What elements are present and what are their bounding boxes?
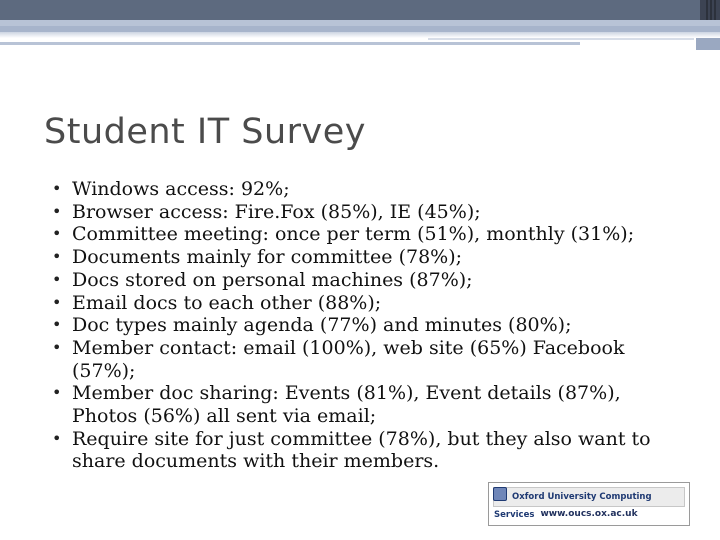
bullet-item: • Windows access: 92%;: [52, 178, 672, 201]
accent-line: [428, 38, 694, 40]
bullet-item: • Email docs to each other (88%);: [52, 292, 672, 315]
bullet-item: • Require site for just committee (78%), but they also want to share documents with their members.: [52, 428, 672, 473]
bullet-item: • Docs stored on personal machines (87%);: [52, 269, 672, 292]
accent-line: [0, 42, 580, 45]
bullet-item: • Committee meeting: once per term (51%), monthly (31%);: [52, 223, 672, 246]
header-band-dark: [0, 0, 700, 20]
header-band-texture: [706, 0, 716, 20]
title-divider: [44, 160, 676, 161]
bullet-list: [52, 178, 672, 473]
bullet-item: • Member doc sharing: Events (81%), Event details (87%), Photos (56%) all sent via email;: [52, 382, 672, 427]
oucs-logo: [488, 482, 690, 526]
logo-url: www.oucs.ox.ac.uk: [540, 509, 638, 519]
accent-block: [696, 38, 720, 50]
bullet-item: • Doc types mainly agenda (77%) and minutes (80%);: [52, 314, 672, 337]
bullet-item: • Browser access: Fire.Fox (85%), IE (45%);: [52, 201, 672, 224]
oxford-emblem-icon: [493, 487, 507, 501]
logo-name: Oxford University Computing Services: [493, 487, 685, 507]
bullet-item: • Documents mainly for committee (78%);: [52, 246, 672, 269]
bullet-item: • Member contact: email (100%), web site (65%) Facebook (57%);: [52, 337, 672, 382]
slide-title: Student IT Survey: [44, 112, 366, 152]
